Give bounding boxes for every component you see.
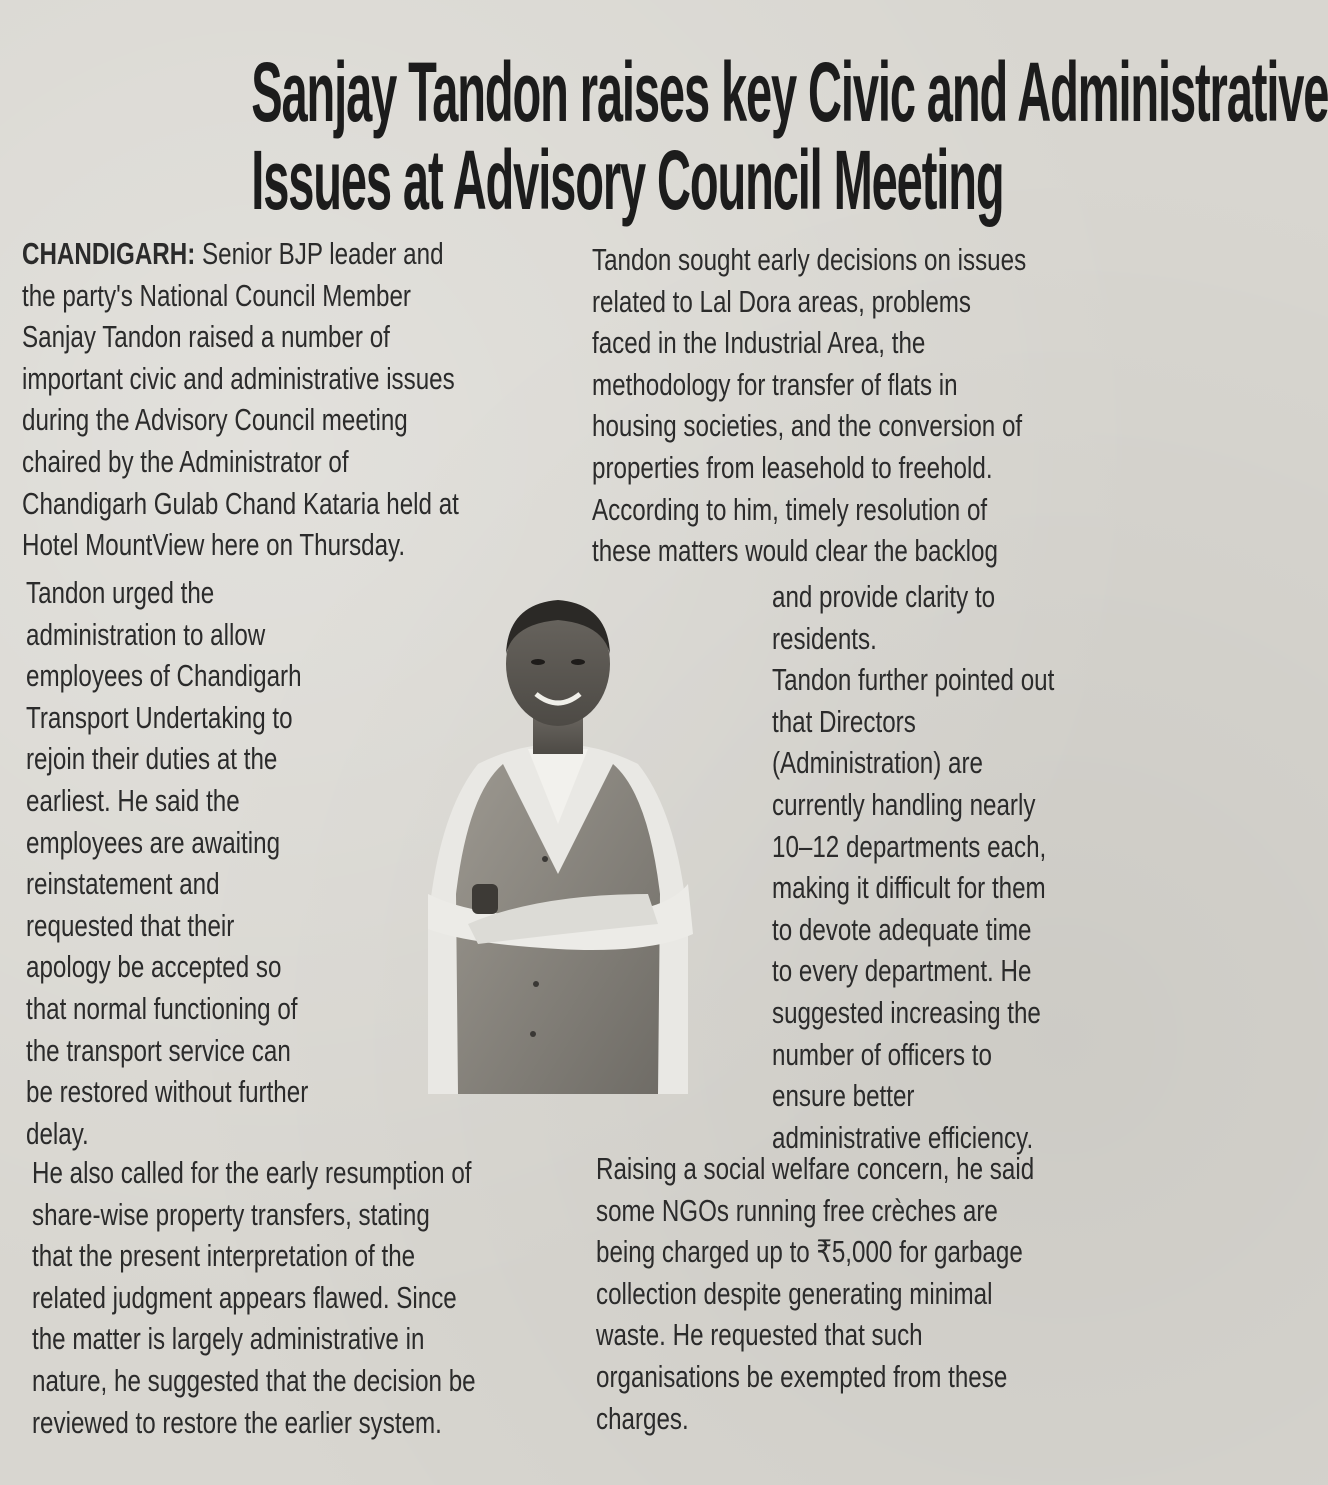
article-line: related judgment appears flawed. Since [32,1279,457,1315]
article-line: currently handling nearly [772,786,1036,822]
article-line: employees are awaiting [26,824,281,860]
article-line: share-wise property transfers, stating [32,1196,430,1232]
left-column-bottom [32,1152,601,1443]
headline-line-2: Issues at Advisory Council Meeting [251,133,1004,227]
article-line: being charged up to ₹5,000 for garbage [596,1234,1023,1270]
article-line: employees of Chandigarh [26,658,302,694]
article-line: Hotel MountView here on Thursday. [22,527,406,563]
article-line: nature, he suggested that the decision be [32,1362,476,1398]
article-line: administrative efficiency. [772,1119,1034,1155]
article-line: making it difficult for them [772,870,1046,906]
article-line: faced in the Industrial Area, the [592,325,926,361]
article-line: apology be accepted so [26,949,282,985]
article-line: that normal functioning of [26,990,298,1026]
article-line: that Directors [772,703,916,739]
article-line: some NGOs running free crèches are [596,1192,998,1228]
left-column-wrap [26,572,388,1154]
article-line: (Administration) are [772,745,983,781]
portrait-photo [408,594,708,1094]
article-line: that the present interpretation of the [32,1238,416,1274]
headline-line-1: Sanjay Tandon raises key Civic and Administrative [251,45,1328,139]
article-line: ensure better [772,1078,915,1114]
article-line: Tandon urged the [26,575,215,610]
article-line: housing societies, and the conversion of [592,408,1023,444]
article-line: suggested increasing the [772,994,1041,1030]
article-line: Transport Undertaking to [26,699,293,735]
article-line: Sanjay Tandon raised a number of [22,319,390,355]
article-line: rejoin their duties at the [26,741,278,777]
article-line [22,233,459,275]
article-line: related to Lal Dora areas, problems [592,283,972,319]
article-line: charges. [596,1400,689,1436]
right-column-bottom [596,1148,1158,1439]
right-column-wrap [772,576,1134,1158]
article-line: residents. [772,620,877,656]
article-line: to every department. He [772,953,1032,989]
article-text: Senior BJP leader and [195,236,444,271]
dateline: CHANDIGARH: [22,236,196,271]
article-line: Raising a social welfare concern, he said [596,1151,1035,1186]
article-line: administration to allow [26,616,266,652]
article-line: methodology for transfer of flats in [592,366,958,402]
article-line: collection despite generating minimal [596,1275,993,1311]
article-line: these matters would clear the backlog [592,533,998,569]
article-line: to devote adequate time [772,911,1032,947]
article-line: the matter is largely administrative in [32,1321,425,1357]
article-line: According to him, timely resolution of [592,491,988,527]
article-line: reinstatement and [26,866,220,902]
left-column-top [22,233,582,566]
article-line: and provide clarity to [772,579,996,614]
article-line: delay. [26,1115,89,1151]
article-line: Tandon further pointed out [772,662,1055,698]
article-line: organisations be exempted from these [596,1358,1008,1394]
article-line: be restored without further [26,1074,309,1110]
article-line: properties from leasehold to freehold. [592,449,993,485]
article-line: the party's National Council Member [22,277,411,313]
article-line: reviewed to restore the earlier system. [32,1404,442,1440]
article-line: Chandigarh Gulab Chand Kataria held at [22,485,459,521]
article-line: during the Advisory Council meeting [22,402,408,438]
article-line: the transport service can [26,1032,291,1068]
article-line: He also called for the early resumption of [32,1155,472,1190]
right-column-top [592,239,1149,572]
article-line: requested that their [26,907,235,943]
article-line: important civic and administrative issues [22,360,455,396]
article-line: earliest. He said the [26,782,240,818]
article-line: number of officers to [772,1036,992,1072]
article-line: Tandon sought early decisions on issues [592,242,1027,277]
article-line: waste. He requested that such [596,1317,923,1353]
headline [251,45,1328,227]
article-line: 10–12 departments each, [772,828,1047,864]
article-line: chaired by the Administrator of [22,443,349,479]
